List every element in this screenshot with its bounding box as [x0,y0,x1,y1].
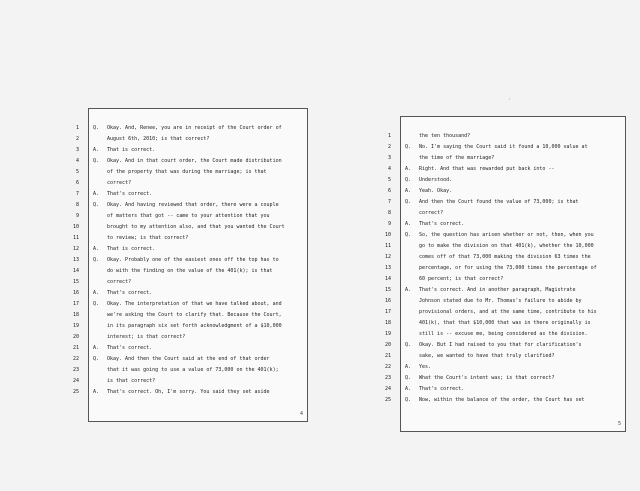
line-text: Understood. [419,177,453,183]
transcript-line [384,351,625,362]
transcript-line [384,373,625,384]
line-number: 20 [384,342,391,348]
line-text: That's correct. [107,345,153,351]
speaker-label: A. [405,287,412,293]
line-number: 8 [387,210,391,216]
line-text: Okay. But I had raised to you that for clarification's [419,342,582,348]
line-number: 9 [387,221,391,227]
speaker-label: Q. [93,202,100,208]
line-number: 6 [387,188,391,194]
line-text: the time of the marriage? [419,155,495,161]
speaker-label: Q. [405,397,412,403]
line-text: Okay. The interpretation of that we have talked about, and [107,301,282,307]
speaker-label: Q. [93,257,100,263]
line-text: That is correct. [107,147,156,153]
transcript-line [384,384,625,395]
transcript-line [384,252,625,263]
transcript-lines [384,131,625,406]
line-text: Johnson stated due to Mr. Thomas's failure to abide by [419,298,582,304]
line-text: in its paragraph six set forth acknowledgment of a $10,000 [107,323,282,329]
line-number: 14 [384,276,391,282]
transcript-line [384,307,625,318]
transcript-line [387,142,625,153]
line-number: 3 [387,155,391,161]
speaker-label: A. [93,389,100,395]
line-number: 24 [384,386,391,392]
speaker-label: A. [93,147,100,153]
line-number: 18 [384,320,391,326]
line-text: That's correct. And in another paragraph, Magistrate [419,287,576,293]
line-number: 8 [75,202,79,208]
line-number: 25 [384,397,391,403]
line-text: brought to my attention also, and that you wanted the Court [107,224,285,230]
line-number: 7 [75,191,79,197]
line-number: 11 [384,243,391,249]
speaker-label: Q. [93,158,100,164]
transcript-line [384,362,625,373]
line-text: go to make the division on that 401(k), whether the 10,000 [419,243,594,249]
speaker-label: A. [405,188,412,194]
line-text: Okay. Probably one of the easiest ones off the top has to [107,257,279,263]
transcript-line [72,321,307,332]
transcript-line [75,200,307,211]
line-text: No. I'm saying the Court said it found a 10,000 value at [419,144,588,150]
line-text: So, the question has arisen whether or not, then, when you [419,232,594,238]
line-text: 401(k), that that $10,000 that was in there originally is [419,320,591,326]
line-number: 10 [72,224,79,230]
transcript-line [72,310,307,321]
transcript-line [387,186,625,197]
line-number: 10 [384,232,391,238]
transcript-line [387,131,625,142]
line-number: 21 [72,345,79,351]
line-number: 23 [384,375,391,381]
line-text: Okay. And then the Court said at the end of that order [107,356,270,362]
line-number: 1 [387,133,391,139]
transcript-line [387,153,625,164]
line-text: August 6th, 2010; is that correct? [107,136,210,142]
transcript-line [75,167,307,178]
transcript-line [72,376,307,387]
transcript-page-left [72,108,308,422]
line-number: 13 [72,257,79,263]
line-text: That's correct. [419,221,465,227]
speaker-label: A. [93,290,100,296]
scan-speck: ' [508,98,511,103]
line-text: 60 percent; is that correct? [419,276,504,282]
line-text: Yeah. Okay. [419,188,453,194]
line-text: That's correct. [419,386,465,392]
line-number: 4 [75,158,79,164]
transcript-line [75,134,307,145]
line-number: 9 [75,213,79,219]
line-number: 5 [75,169,79,175]
transcript-line [75,145,307,156]
line-text: of matters that got -- came to your attention that you [107,213,270,219]
line-text: provisional orders, and at the same time, contribute to his [419,309,597,315]
transcript-line [384,263,625,274]
speaker-label: Q. [405,232,412,238]
transcript-line [384,241,625,252]
line-number: 4 [387,166,391,172]
line-number: 19 [72,323,79,329]
line-text: the ten thousand? [419,133,471,139]
transcript-line [384,395,625,406]
transcript-line [72,277,307,288]
line-number: 16 [72,290,79,296]
line-text: Okay. And, Renee, you are in receipt of the Court order of [107,125,282,131]
line-number: 2 [387,144,391,150]
transcript-line [387,208,625,219]
line-text: do with the finding on the value of the 401(k); is that [107,268,273,274]
line-number: 2 [75,136,79,142]
transcript-line [72,266,307,277]
transcript-line [387,219,625,230]
transcript-line [72,288,307,299]
line-text: correct? [107,279,132,285]
line-text: That's correct. [107,290,153,296]
transcript-line [387,164,625,175]
transcript-line [75,123,307,134]
transcript-line [75,211,307,222]
line-text: percentage, or for using the 73,000 times the percentage of [419,265,597,271]
line-number: 22 [384,364,391,370]
speaker-label: Q. [93,356,100,362]
line-number: 15 [72,279,79,285]
line-number: 18 [72,312,79,318]
line-number: 22 [72,356,79,362]
line-text: That's correct. Oh, I'm sorry. You said they set aside [107,389,270,395]
line-text: correct? [107,180,132,186]
transcript-line [72,222,307,233]
line-text: still is -- excuse me, being considered as the division. [419,331,588,337]
line-text: to review; is that correct? [107,235,189,241]
line-text: That is correct. [107,246,156,252]
transcript-line [72,343,307,354]
transcript-line [384,318,625,329]
line-text: comes off of that 73,000 making the division 63 times the [419,254,591,260]
transcript-line [75,156,307,167]
line-text: And then the Court found the value of 73,000; is that [419,199,579,205]
speaker-label: Q. [405,199,412,205]
speaker-label: Q. [93,125,100,131]
transcript-line [384,329,625,340]
line-text: That's correct. [107,191,153,197]
transcript-page-right [384,116,626,432]
line-number: 23 [72,367,79,373]
speaker-label: Q. [405,144,412,150]
line-text: Okay. And in that court order, the Court made distribution [107,158,282,164]
transcript-line [72,299,307,310]
line-number: 7 [387,199,391,205]
line-number: 15 [384,287,391,293]
transcript-line [384,274,625,285]
line-text: we're asking the Court to clarify that. Because the Court, [107,312,282,318]
line-text: of the property that was during the marriage; is that [107,169,267,175]
transcript-line [75,178,307,189]
page-number: 5 [617,421,621,427]
transcript-line [72,354,307,365]
line-text: that it was going to use a value of 73,000 on the 401(k); [107,367,279,373]
speaker-label: A. [93,246,100,252]
line-number: 16 [384,298,391,304]
line-text: Yes. [419,364,432,370]
transcript-line [72,244,307,255]
line-text: What the Court's intent was; is that correct? [419,375,555,381]
speaker-label: Q. [405,177,412,183]
speaker-label: A. [405,386,412,392]
transcript-line [72,233,307,244]
transcript-line [384,230,625,241]
line-text: Now, within the balance of the order, the Court has set [419,397,585,403]
line-number: 17 [384,309,391,315]
transcript-line [72,332,307,343]
page-number: 4 [299,411,303,417]
line-text: sake, we wanted to have that truly clarified? [419,353,555,359]
transcript-line [384,285,625,296]
line-text: is that correct? [107,378,156,384]
speaker-label: A. [93,345,100,351]
line-number: 12 [72,246,79,252]
line-text: Okay. And having reviewed that order, there were a couple [107,202,279,208]
line-number: 24 [72,378,79,384]
line-number: 1 [75,125,79,131]
line-text: Right. And that was rewarded put back into -- [419,166,555,172]
speaker-label: A. [405,221,412,227]
line-number: 5 [387,177,391,183]
transcript-lines [72,123,307,398]
transcript-line [72,255,307,266]
speaker-label: Q. [405,342,412,348]
speaker-label: Q. [405,375,412,381]
line-number: 3 [75,147,79,153]
line-number: 17 [72,301,79,307]
line-number: 6 [75,180,79,186]
transcript-line [387,175,625,186]
line-number: 21 [384,353,391,359]
line-number: 11 [72,235,79,241]
transcript-line [75,189,307,200]
line-number: 19 [384,331,391,337]
speaker-label: A. [405,364,412,370]
line-text: interest; is that correct? [107,334,186,340]
line-number: 25 [72,389,79,395]
speaker-label: A. [93,191,100,197]
line-number: 12 [384,254,391,260]
transcript-line [72,365,307,376]
speaker-label: Q. [93,301,100,307]
speaker-label: A. [405,166,412,172]
line-text: correct? [419,210,444,216]
transcript-line [384,340,625,351]
transcript-line [72,387,307,398]
line-number: 14 [72,268,79,274]
line-number: 13 [384,265,391,271]
line-number: 20 [72,334,79,340]
transcript-line [387,197,625,208]
transcript-line [384,296,625,307]
